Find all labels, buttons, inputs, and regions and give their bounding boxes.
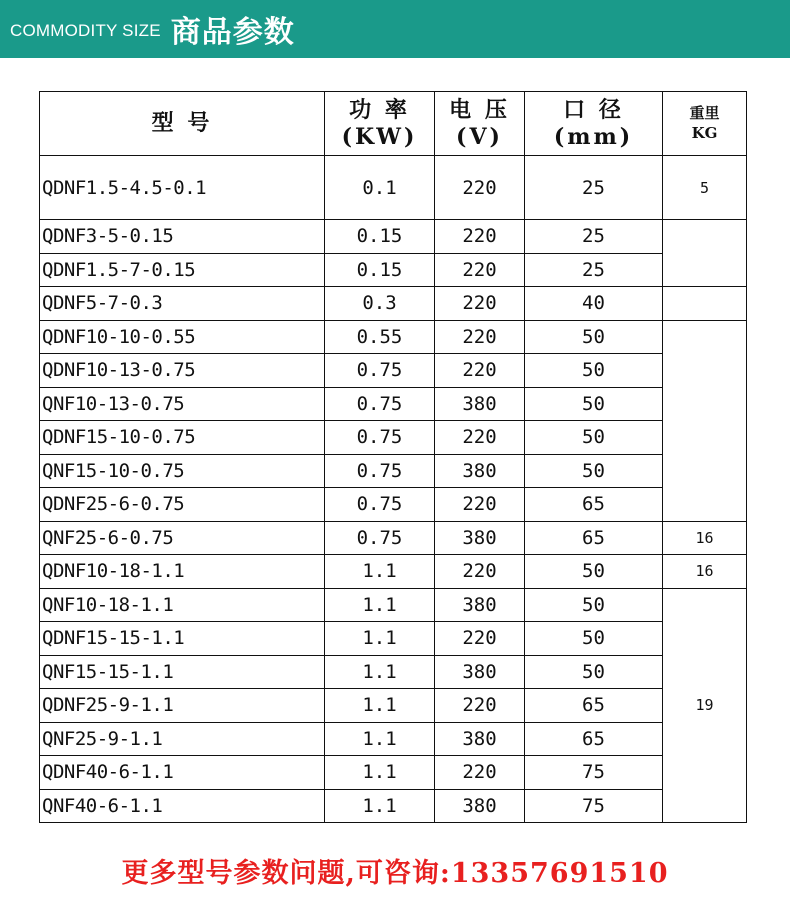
model-cell: QDNF10-18-1.1 xyxy=(40,555,325,589)
table-row xyxy=(40,722,747,756)
caliber-cell: 50 xyxy=(525,622,663,656)
caliber-cell: 40 xyxy=(525,287,663,321)
banner-english-title: COMMODITY SIZE xyxy=(10,21,161,40)
voltage-cell: 380 xyxy=(435,588,525,622)
voltage-cell: 220 xyxy=(435,354,525,388)
weight-cell: 5 xyxy=(663,156,747,220)
voltage-cell: 380 xyxy=(435,789,525,823)
header-banner xyxy=(0,0,790,58)
caliber-cell: 25 xyxy=(525,220,663,254)
table-row xyxy=(40,253,747,287)
voltage-header: 电 压 (V) xyxy=(435,92,525,156)
table-row xyxy=(40,320,747,354)
power-cell: 0.15 xyxy=(325,253,435,287)
power-cell: 0.75 xyxy=(325,521,435,555)
model-cell: QNF40-6-1.1 xyxy=(40,789,325,823)
table-row xyxy=(40,387,747,421)
power-cell: 1.1 xyxy=(325,689,435,723)
voltage-cell: 220 xyxy=(435,220,525,254)
caliber-cell: 50 xyxy=(525,588,663,622)
power-cell: 1.1 xyxy=(325,722,435,756)
power-cell: 1.1 xyxy=(325,555,435,589)
table-row xyxy=(40,521,747,555)
weight-cell: 16 xyxy=(663,555,747,589)
table-row xyxy=(40,454,747,488)
model-cell: QNF25-6-0.75 xyxy=(40,521,325,555)
voltage-cell: 380 xyxy=(435,454,525,488)
model-cell: QDNF10-10-0.55 xyxy=(40,320,325,354)
power-cell: 0.75 xyxy=(325,488,435,522)
weight-cell: 16 xyxy=(663,521,747,555)
model-header: 型 号 xyxy=(40,92,325,156)
model-cell: QNF10-13-0.75 xyxy=(40,387,325,421)
weight-cell xyxy=(663,220,747,287)
caliber-cell: 65 xyxy=(525,689,663,723)
model-cell: QDNF3-5-0.15 xyxy=(40,220,325,254)
voltage-cell: 220 xyxy=(435,622,525,656)
power-header: 功 率 (KW) xyxy=(325,92,435,156)
voltage-cell: 220 xyxy=(435,320,525,354)
caliber-cell: 75 xyxy=(525,789,663,823)
caliber-cell: 65 xyxy=(525,521,663,555)
power-cell: 0.75 xyxy=(325,421,435,455)
weight-header: 重里 KG xyxy=(663,92,747,156)
table-row xyxy=(40,588,747,622)
table-row xyxy=(40,287,747,321)
spec-table xyxy=(39,91,747,823)
table-row xyxy=(40,689,747,723)
power-cell: 1.1 xyxy=(325,622,435,656)
table-row xyxy=(40,655,747,689)
weight-cell: 19 xyxy=(663,588,747,823)
model-cell: QNF15-15-1.1 xyxy=(40,655,325,689)
table-header-row xyxy=(40,92,747,156)
power-cell: 0.55 xyxy=(325,320,435,354)
power-cell: 1.1 xyxy=(325,588,435,622)
model-cell: QDNF1.5-7-0.15 xyxy=(40,253,325,287)
model-cell: QDNF15-10-0.75 xyxy=(40,421,325,455)
model-cell: QDNF25-9-1.1 xyxy=(40,689,325,723)
caliber-header: 口 径 (mm) xyxy=(525,92,663,156)
model-cell: QDNF25-6-0.75 xyxy=(40,488,325,522)
banner-chinese-title: 商品参数 xyxy=(170,15,295,50)
voltage-cell: 220 xyxy=(435,689,525,723)
power-cell: 1.1 xyxy=(325,756,435,790)
power-cell: 0.15 xyxy=(325,220,435,254)
voltage-cell: 380 xyxy=(435,722,525,756)
voltage-cell: 220 xyxy=(435,421,525,455)
table-row xyxy=(40,488,747,522)
power-cell: 1.1 xyxy=(325,655,435,689)
table-row xyxy=(40,354,747,388)
table-row xyxy=(40,156,747,220)
voltage-cell: 220 xyxy=(435,488,525,522)
caliber-cell: 50 xyxy=(525,354,663,388)
caliber-cell: 25 xyxy=(525,253,663,287)
table-row xyxy=(40,622,747,656)
caliber-cell: 50 xyxy=(525,655,663,689)
table-row xyxy=(40,756,747,790)
voltage-cell: 220 xyxy=(435,156,525,220)
voltage-cell: 380 xyxy=(435,387,525,421)
power-cell: 0.75 xyxy=(325,387,435,421)
table-row xyxy=(40,421,747,455)
caliber-cell: 50 xyxy=(525,421,663,455)
voltage-cell: 220 xyxy=(435,253,525,287)
voltage-cell: 220 xyxy=(435,756,525,790)
weight-cell xyxy=(663,320,747,521)
caliber-cell: 50 xyxy=(525,454,663,488)
caliber-cell: 75 xyxy=(525,756,663,790)
power-cell: 1.1 xyxy=(325,789,435,823)
model-cell: QDNF15-15-1.1 xyxy=(40,622,325,656)
power-cell: 0.75 xyxy=(325,354,435,388)
caliber-cell: 50 xyxy=(525,555,663,589)
contact-note: 更多型号参数问题,可咨询:13357691510 xyxy=(121,858,669,889)
model-cell: QDNF1.5-4.5-0.1 xyxy=(40,156,325,220)
table-row xyxy=(40,555,747,589)
table-row xyxy=(40,789,747,823)
caliber-cell: 25 xyxy=(525,156,663,220)
caliber-cell: 50 xyxy=(525,387,663,421)
voltage-cell: 220 xyxy=(435,555,525,589)
model-cell: QNF25-9-1.1 xyxy=(40,722,325,756)
table-row xyxy=(40,220,747,254)
model-cell: QNF15-10-0.75 xyxy=(40,454,325,488)
power-cell: 0.75 xyxy=(325,454,435,488)
voltage-cell: 380 xyxy=(435,521,525,555)
model-cell: QNF10-18-1.1 xyxy=(40,588,325,622)
weight-cell xyxy=(663,287,747,321)
voltage-cell: 380 xyxy=(435,655,525,689)
caliber-cell: 65 xyxy=(525,488,663,522)
voltage-cell: 220 xyxy=(435,287,525,321)
model-cell: QDNF10-13-0.75 xyxy=(40,354,325,388)
caliber-cell: 50 xyxy=(525,320,663,354)
model-cell: QDNF40-6-1.1 xyxy=(40,756,325,790)
caliber-cell: 65 xyxy=(525,722,663,756)
model-cell: QDNF5-7-0.3 xyxy=(40,287,325,321)
power-cell: 0.1 xyxy=(325,156,435,220)
power-cell: 0.3 xyxy=(325,287,435,321)
